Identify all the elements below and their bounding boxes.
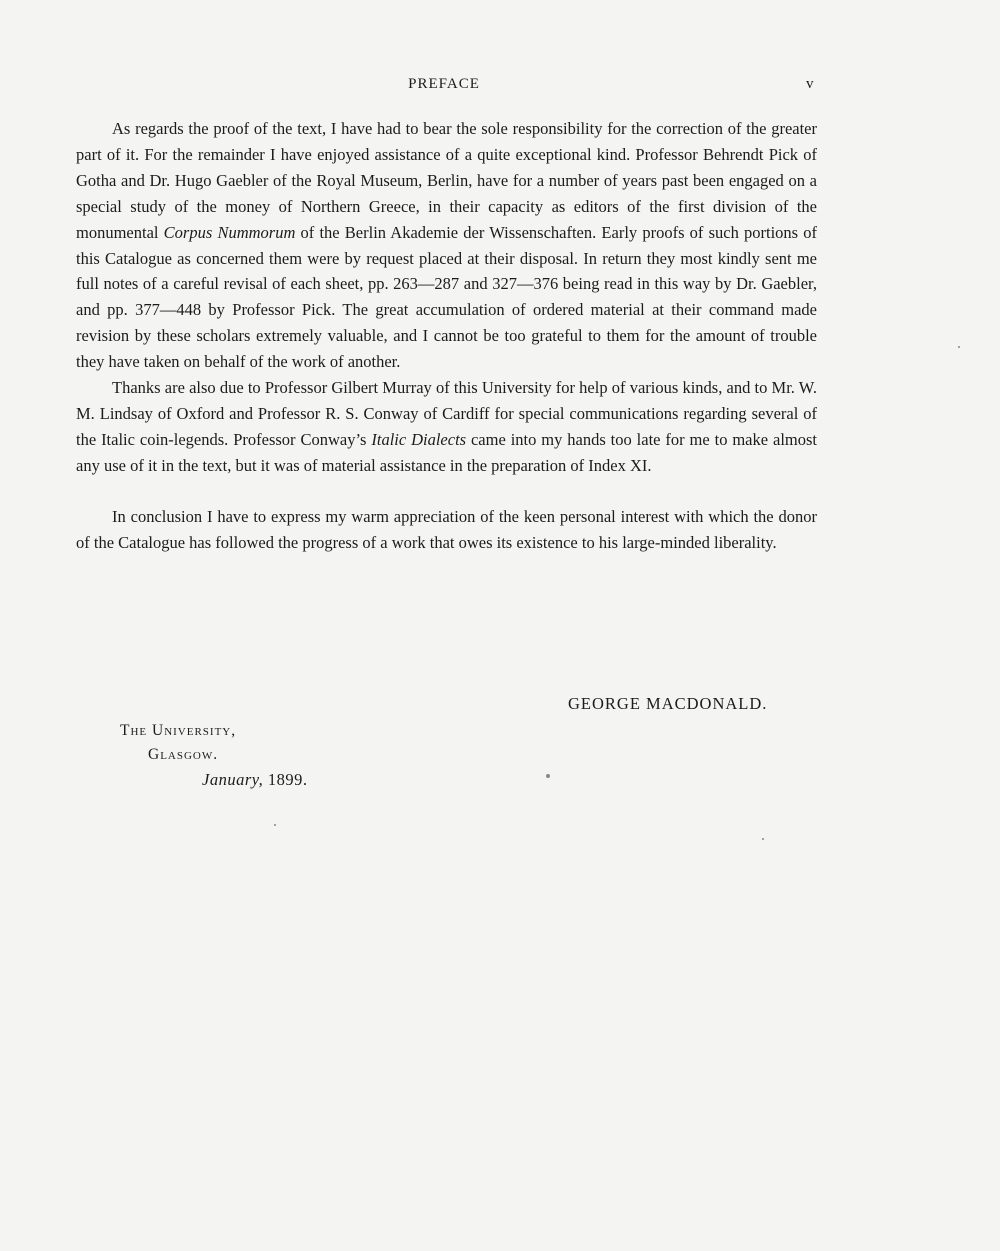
paper-speck [958, 346, 960, 348]
paper-speck [274, 824, 276, 826]
paragraph-text: of the Berlin Akademie der Wissenschaften. Early proofs of such portions of this Catalogue as concerned them were by request placed at their disposal. In return they most kindly sent me full notes of a careful revisal of each sheet, pp. 263—287 and 327—376 being read in this way by Dr. Gaebler, and pp. 377—448 by Professor Pick. The great accumulation of ordered material at their command made revision by these scholars extremely valuable, and I cannot be too grateful to them for the amount of trouble they have taken on behalf of the work of another. [76, 222, 818, 372]
paragraph-text: came into my hands too late for me to make almost any use of it in the text, but it was of material assistance in the preparation of Index XI. [76, 429, 817, 475]
running-head [0, 76, 1000, 100]
paragraph-text: As regards the proof of the text, I have had to bear the sole responsibility for the correction of the greater part of it. For the remainder I have enjoyed assistance of a quite exceptional kind. Professor Behrendt Pick of Gotha and Dr. Hugo Gaebler of the Royal Museum, Berlin, have for a number of years past been engaged on a special study of the money of Northern Greece, in their capacity as editors of the first division of the monumental [76, 119, 817, 242]
book-title-corpus-nummorum: Corpus Nummorum [163, 222, 296, 242]
place-university: The University, [120, 722, 237, 739]
paper-speck [762, 838, 764, 840]
page-title: PREFACE [408, 76, 480, 92]
page-number: v [806, 76, 814, 92]
paragraph-text: In conclusion I have to express my warm appreciation of the keen personal interest with which the donor of the Catalogue has followed the progress of a work that owes its existence to his large-minded liberality. [76, 506, 817, 552]
paragraph-text: Thanks are also due to Professor Gilbert Murray of this University for help of various kinds, and to Mr. W. M. Lindsay of Oxford and Professor R. S. Conway of Cardiff for special communications regarding several of the Italic coin-legends. Professor Conway’s [76, 378, 817, 449]
date-line [202, 770, 308, 790]
place-city: Glasgow. [148, 746, 219, 763]
author-signature: GEORGE MACDONALD. [568, 694, 768, 713]
preface-body [76, 116, 817, 556]
date-month: January, [202, 770, 264, 789]
date-year: 1899. [267, 770, 308, 789]
paragraph-thanks [76, 375, 817, 479]
paper-speck [546, 774, 550, 778]
book-title-italic-dialects: Italic Dialects [371, 429, 467, 449]
paragraph-conclusion [76, 504, 817, 556]
paragraph-proofs [76, 116, 817, 375]
